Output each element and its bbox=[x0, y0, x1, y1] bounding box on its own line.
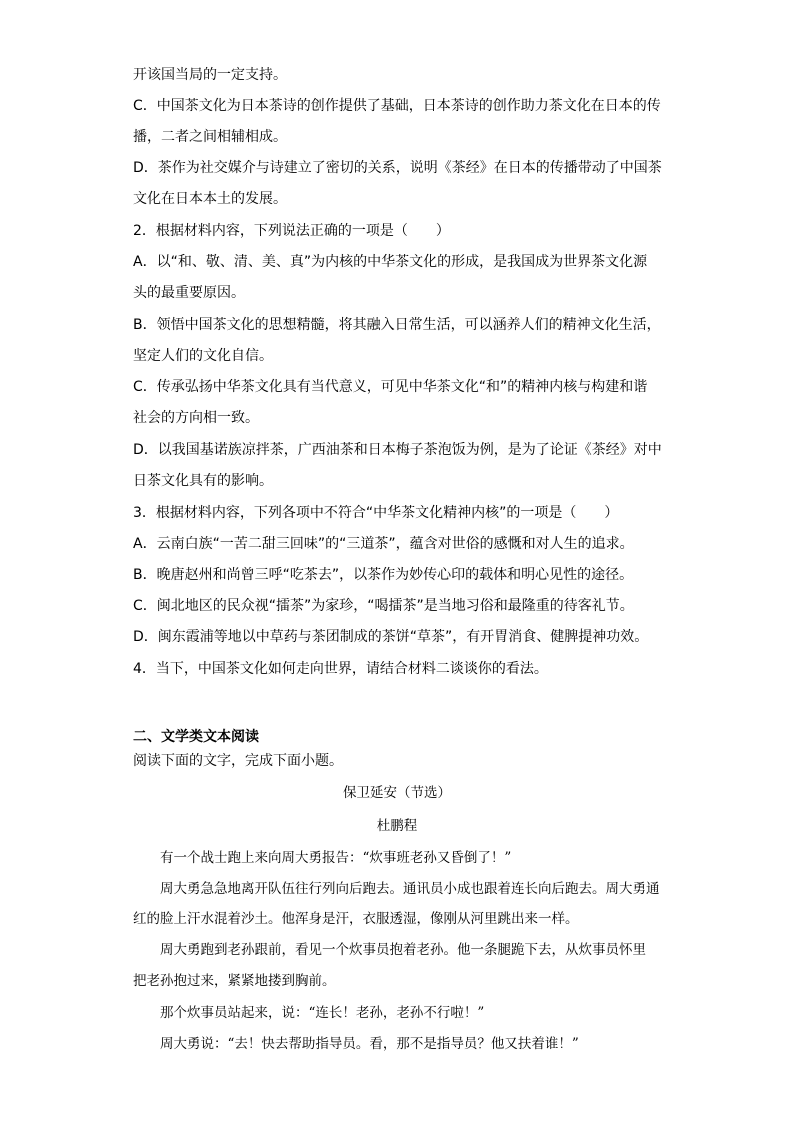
option-c: C．传承弘扬中华茶文化具有当代意义，可见中华茶文化“和”的精神内核与构建和谐 bbox=[133, 379, 648, 395]
option-d: D．以我国基诺族凉拌茶，广西油茶和日本梅子茶泡饭为例，是为了论证《茶经》对中 bbox=[133, 442, 662, 458]
question-2: 2．根据材料内容，下列说法正确的一项是（ ） bbox=[133, 223, 450, 239]
story-line: 把老孙抱过来，紧紧地搂到胸前。 bbox=[133, 973, 336, 989]
text-line: 开该国当局的一定支持。 bbox=[133, 67, 287, 83]
story-author: 杜鹏程 bbox=[376, 818, 418, 834]
text-line: 头的最重要原因。 bbox=[133, 285, 245, 301]
option-b: B．晚唐赵州和尚曾三呼“吃茶去”，以茶作为妙传心印的载体和明心见性的途径。 bbox=[133, 567, 634, 583]
story-paragraph: 那个炊事员站起来，说：“连长！老孙，老孙不行啦！” bbox=[160, 1005, 485, 1021]
story-paragraph: 周大勇说：“去！快去帮助指导员。看，那不是指导员？他又扶着谁！” bbox=[160, 1036, 579, 1052]
section-heading: 二、文学类文本阅读 bbox=[133, 729, 259, 745]
text-line: 播，二者之间相辅相成。 bbox=[133, 129, 287, 145]
text-line: 日茶文化具有的影响。 bbox=[133, 473, 273, 489]
reading-instruction: 阅读下面的文字，完成下面小题。 bbox=[133, 753, 343, 769]
option-d: D．茶作为社交媒介与诗建立了密切的关系，说明《茶经》在日本的传播带动了中国茶 bbox=[133, 160, 662, 176]
option-d: D．闽东霞浦等地以中草药与茶团制成的茶饼“草茶”，有开胃消食、健脾提神功效。 bbox=[133, 629, 649, 645]
question-3: 3．根据材料内容，下列各项中不符合“中华茶文化精神内核”的一项是（ ） bbox=[133, 505, 619, 521]
text-line: 文化在日本本土的发展。 bbox=[133, 191, 287, 207]
option-b: B．领悟中国茶文化的思想精髓，将其融入日常生活，可以涵养人们的精神文化生活， bbox=[133, 317, 661, 333]
question-4: 4．当下，中国茶文化如何走向世界，请结合材料二谈谈你的看法。 bbox=[133, 661, 548, 677]
story-paragraph: 周大勇跑到老孙跟前，看见一个炊事员抱着老孙。他一条腿跪下去，从炊事员怀里 bbox=[160, 942, 646, 958]
story-line: 红的脸上汗水混着沙土。他浑身是汗，衣服透湿，像刚从河里跳出来一样。 bbox=[133, 911, 579, 927]
text-line: 坚定人们的文化自信。 bbox=[133, 348, 273, 364]
option-a: A．以“和、敬、清、美、真”为内核的中华茶文化的形成，是我国成为世界茶文化源 bbox=[133, 254, 648, 270]
text-line: 社会的方向相一致。 bbox=[133, 410, 259, 426]
story-paragraph: 周大勇急急地离开队伍往行列向后跑去。通讯员小成也跟着连长向后跑去。周大勇通 bbox=[160, 881, 660, 897]
option-c: C．中国茶文化为日本茶诗的创作提供了基础，日本茶诗的创作助力茶文化在日本的传 bbox=[133, 98, 661, 114]
option-c: C．闽北地区的民众视“擂茶”为家珍，“喝擂茶”是当地习俗和最隆重的待客礼节。 bbox=[133, 598, 634, 614]
option-a: A．云南白族“一苦二甜三回味”的“三道茶”，蕴含对世俗的感慨和对人生的追求。 bbox=[133, 536, 634, 552]
story-title: 保卫延安（节选） bbox=[343, 785, 451, 801]
story-paragraph: 有一个战士跑上来向周大勇报告：“炊事班老孙又昏倒了！” bbox=[160, 850, 512, 866]
